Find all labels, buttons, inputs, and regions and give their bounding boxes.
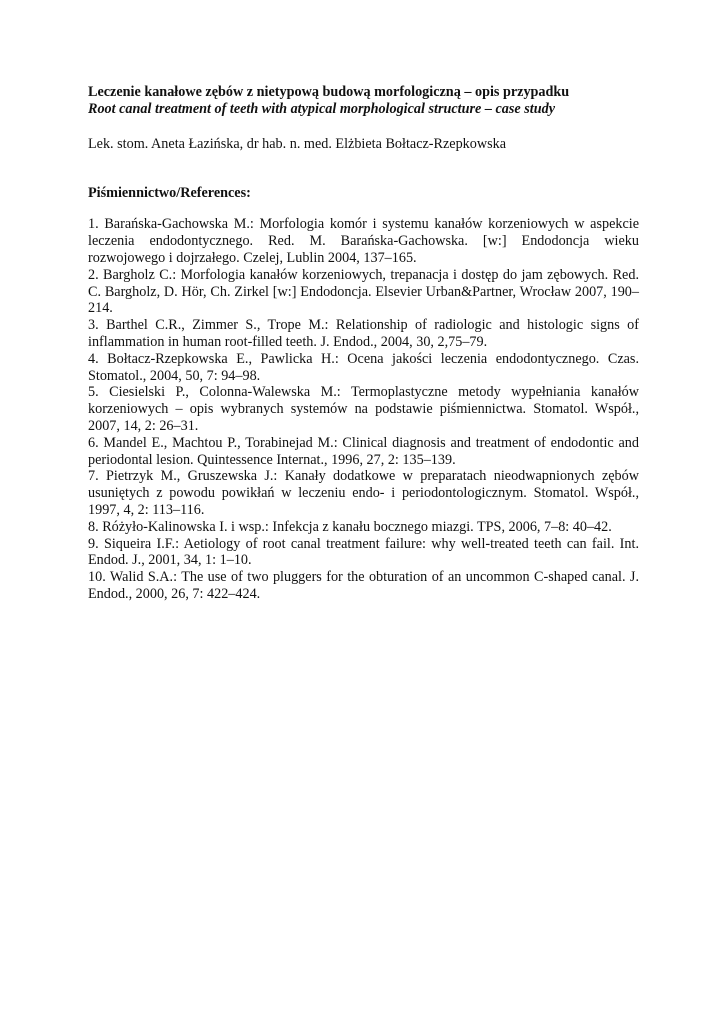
reference-item: 3. Barthel C.R., Zimmer S., Trope M.: Relationship of radiologic and histologic signs of inflammation in human root-filled teeth. J. Endod., 2004, 30, 2,75–79. — [88, 317, 639, 350]
references-heading: Piśmiennictwo/References: — [88, 185, 251, 202]
reference-item: 9. Siqueira I.F.: Aetiology of root canal treatment failure: why well-treated teeth can fail. Int. Endod. J., 2001, 34, 1: 1–10. — [88, 535, 639, 569]
document-content — [88, 84, 639, 603]
reference-item: 4. Bołtacz-Rzepkowska E., Pawlicka H.: Ocena jakości leczenia endodontycznego. Czas. Stomatol., 2004, 50, 7: 94–98. — [88, 350, 639, 384]
authors-line: Lek. stom. Aneta Łazińska, dr hab. n. med. Elżbieta Bołtacz-Rzepkowska — [88, 135, 507, 152]
reference-item: 5. Ciesielski P., Colonna-Walewska M.: Termoplastyczne metody wypełniania kanałów korzeniowych – opis wybranych systemów na podstawie piśmiennictwa. Stomatol. Współ., 2007, 14, 2: 26–31. — [88, 384, 639, 434]
reference-item: 2. Bargholz C.: Morfologia kanałów korzeniowych, trepanacja i dostęp do jam zębowych. Red. C. Bargholz, D. Hör, Ch. Zirkel [w:] Endodoncja. Elsevier Urban&Partner, Wrocław 2007, 190–214. — [88, 266, 639, 317]
references-list — [88, 216, 639, 602]
reference-item: 7. Pietrzyk M., Gruszewska J.: Kanały dodatkowe w preparatach nieodwapnionych zębów usuniętych z powodu powikłań w leczeniu endo- i periodontologicznym. Stomatol. Współ., 1997, 4, 2: 113–116. — [88, 468, 639, 518]
reference-item: 10. Walid S.A.: The use of two pluggers for the obturation of an uncommon C-shaped canal. J. Endod., 2000, 26, 7: 422–424. — [88, 569, 639, 602]
reference-item: 8. Różyło-Kalinowska I. i wsp.: Infekcja z kanału bocznego miazgi. TPS, 2006, 7–8: 40–42. — [88, 518, 612, 535]
title-polish: Leczenie kanałowe zębów z nietypową budową morfologiczną – opis przypadku — [88, 84, 570, 100]
reference-item: 6. Mandel E., Machtou P., Torabinejad M.: Clinical diagnosis and treatment of endodontic and periodontal lesion. Quintessence Internat., 1996, 27, 2: 135–139. — [88, 434, 639, 468]
title-english: Root canal treatment of teeth with atypical morphological structure – case study — [88, 100, 556, 117]
reference-item: 1. Barańska-Gachowska M.: Morfologia komór i systemu kanałów korzeniowych w aspekcie leczenia endodontycznego. Red. M. Barańska-Gachowska. [w:] Endodoncja wieku rozwojowego i dojrzałego. Czelej, Lublin 2004, 137–165. — [88, 216, 639, 266]
